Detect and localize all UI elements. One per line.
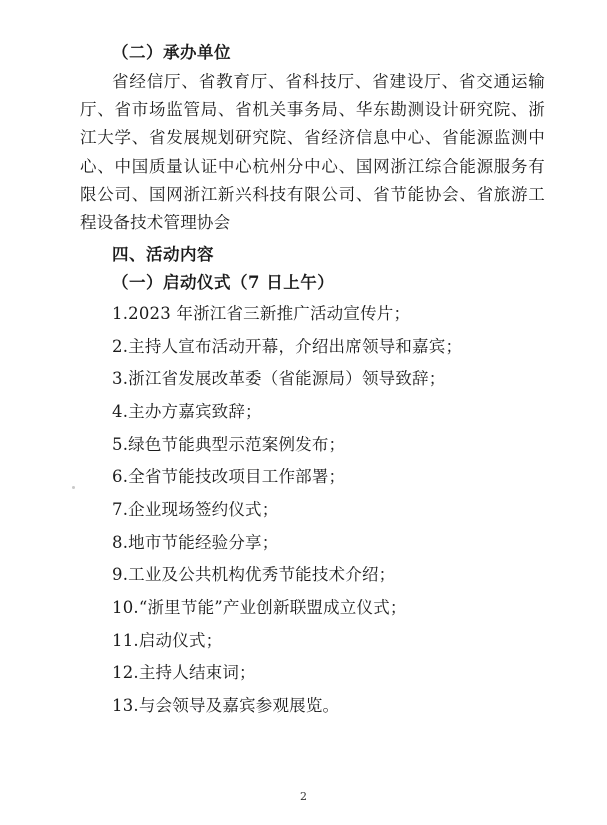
list-item: 10.“浙里节能”产业创新联盟成立仪式； (112, 597, 407, 617)
list-item: 12.主持人结束词； (112, 663, 256, 683)
organizers-paragraph: 省经信厅、省教育厅、省科技厅、省建设厅、省交通运输厅、省市场监管局、省机关事务局、华东勘测设计研究院、浙江大学、省发展规划研究院、省经济信息中心、省能源监测中心、中国质量认证中心杭州分中心、国网浙江综合能源服务有限公司、国网浙江新兴科技有限公司、省节能协会、省旅游工程设备技术管理协会 (80, 71, 545, 233)
list-item: 4.主办方嘉宾致辞； (112, 401, 262, 421)
page-edge-mark (72, 486, 75, 489)
list-item: 13.与会领导及嘉宾参观展览。 (112, 695, 340, 715)
list-item: 5.绿色节能典型示范案例发布； (112, 434, 346, 454)
list-item: 11.启动仪式； (112, 630, 223, 650)
section-heading-opening-ceremony: （一）启动仪式（7 日上午） (112, 273, 335, 293)
section-heading-activity-content: 四、活动内容 (112, 244, 214, 264)
section-heading-organizers: （二）承办单位 (112, 43, 231, 62)
list-item: 2.主持人宣布活动开幕，介绍出席领导和嘉宾； (112, 336, 463, 356)
list-item: 8.地市节能经验分享； (112, 532, 279, 552)
list-item: 9.工业及公共机构优秀节能技术介绍； (112, 565, 396, 585)
list-item: 6.全省节能技改项目工作部署； (112, 467, 346, 487)
list-item: 3.浙江省发展改革委（省能源局）领导致辞； (112, 369, 446, 389)
opening-ceremony-list (80, 298, 545, 723)
list-item: 1.2023 年浙江省三新推广活动宣传片； (112, 303, 411, 323)
page-number: 2 (300, 790, 307, 803)
list-item: 7.企业现场签约仪式； (112, 499, 279, 519)
